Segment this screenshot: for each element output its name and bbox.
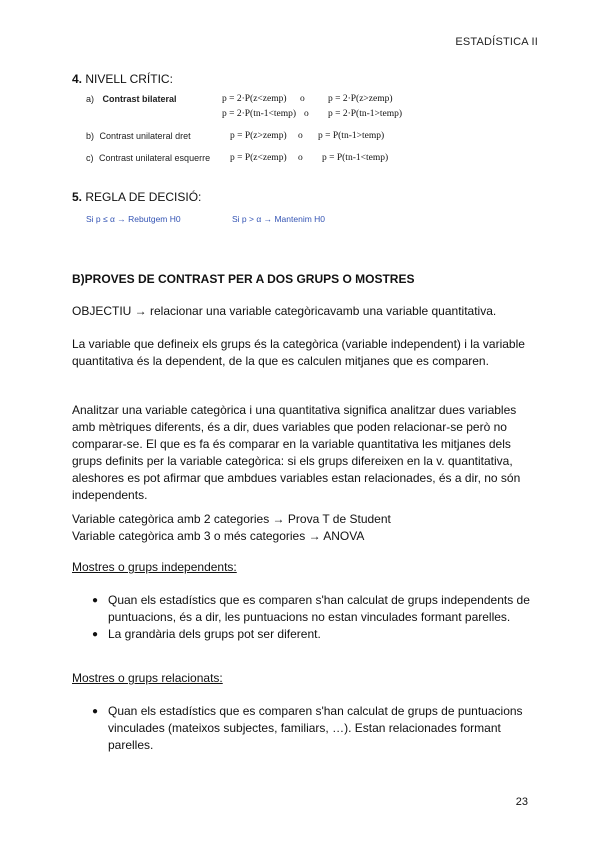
row-label: Contrast unilateral esquerre (99, 153, 211, 163)
formula-separator: o (300, 94, 305, 104)
formula-left: p = 2·P(z<zemp) (222, 94, 287, 104)
related-groups-list (92, 703, 532, 754)
formula-right: p = 2·P(z>zemp) (328, 94, 393, 104)
formula-separator: o (304, 109, 309, 119)
formula-row-unilateral-left (86, 153, 210, 163)
formula-right: p = 2·P(tn-1>temp) (328, 109, 403, 119)
formula-row-bilateral (86, 94, 177, 104)
formula-separator: o (298, 131, 303, 141)
section-4-number: 4. (72, 72, 83, 86)
test-line-anova: Variable categòrica amb 3 o més categories → ANOVA (72, 529, 365, 543)
paragraph-analysis: Analitzar una variable categòrica i una quantitativa significa analitzar dues variables amb mètriques diferents, és a dir, dues variables que poden relacionar-se però no comparar-se. El que es fa és comparar en la variable quantitativa les mitjanes dels grups definits per la variable categòrica: si els grups difereixen en la v. quantitativa, aleshores es pot afirmar que ambdues variables estan relacionades, és a dir, no són independents. (72, 403, 521, 502)
formula-separator: o (298, 153, 303, 163)
row-label: Contrast bilateral (102, 94, 177, 104)
test-line-t-student: Variable categòrica amb 2 categories → Prova T de Student (72, 512, 391, 526)
running-header: ESTADÍSTICA II (455, 36, 538, 48)
paragraph-variables: La variable que defineix els grups és la categòrica (variable independent) i la variable quantitativa és la dependent, de la que es calculen mitjanes que es comparen. (72, 337, 525, 368)
row-prefix: a) (86, 94, 95, 104)
section-4-label: NIVELL CRÍTIC: (85, 72, 173, 86)
row-prefix: c) (86, 153, 94, 163)
section-5-number: 5. (72, 190, 83, 204)
section-5-label: REGLA DE DECISIÓ: (85, 190, 202, 204)
page-number: 23 (515, 796, 528, 808)
list-item: ● Quan els estadístics que es comparen s'han calculat de grups independents de puntuacions, és a dir, les puntuacions no estan vinculades formant parelles. (92, 592, 532, 626)
list-item: ● Quan els estadístics que es comparen s'han calculat de grups de puntuacions vinculades (mateixos subjectes, familiars, …). Estan relacionades formant parelles. (92, 703, 532, 754)
section-4-title (72, 72, 173, 86)
section-5-title (72, 190, 201, 204)
formula-left: p = P(z>zemp) (230, 131, 287, 141)
section-b-heading: B)PROVES DE CONTRAST PER A DOS GRUPS O MOSTRES (72, 272, 415, 286)
rule-reject: Si p ≤ α → Rebutgem H0 (86, 214, 181, 224)
formula-left: p = P(z<zemp) (230, 153, 287, 163)
formula-right: p = P(tn-1>temp) (318, 131, 385, 141)
rule-keep: Si p > α → Mantenim H0 (232, 214, 326, 224)
formula-left: p = 2·P(tn-1<temp) (222, 109, 297, 119)
independent-groups-title: Mostres o grups independents: (72, 560, 237, 574)
row-label: Contrast unilateral dret (99, 131, 191, 141)
independent-groups-list (92, 592, 532, 643)
related-groups-title: Mostres o grups relacionats: (72, 671, 223, 685)
objectiu-line: OBJECTIU → relacionar una variable categòricavamb una variable quantitativa. (72, 304, 497, 318)
formula-right: p = P(tn-1<temp) (322, 153, 389, 163)
row-prefix: b) (86, 131, 95, 141)
list-item: ● La grandària dels grups pot ser diferent. (92, 626, 532, 643)
formula-row-unilateral-right (86, 131, 191, 141)
